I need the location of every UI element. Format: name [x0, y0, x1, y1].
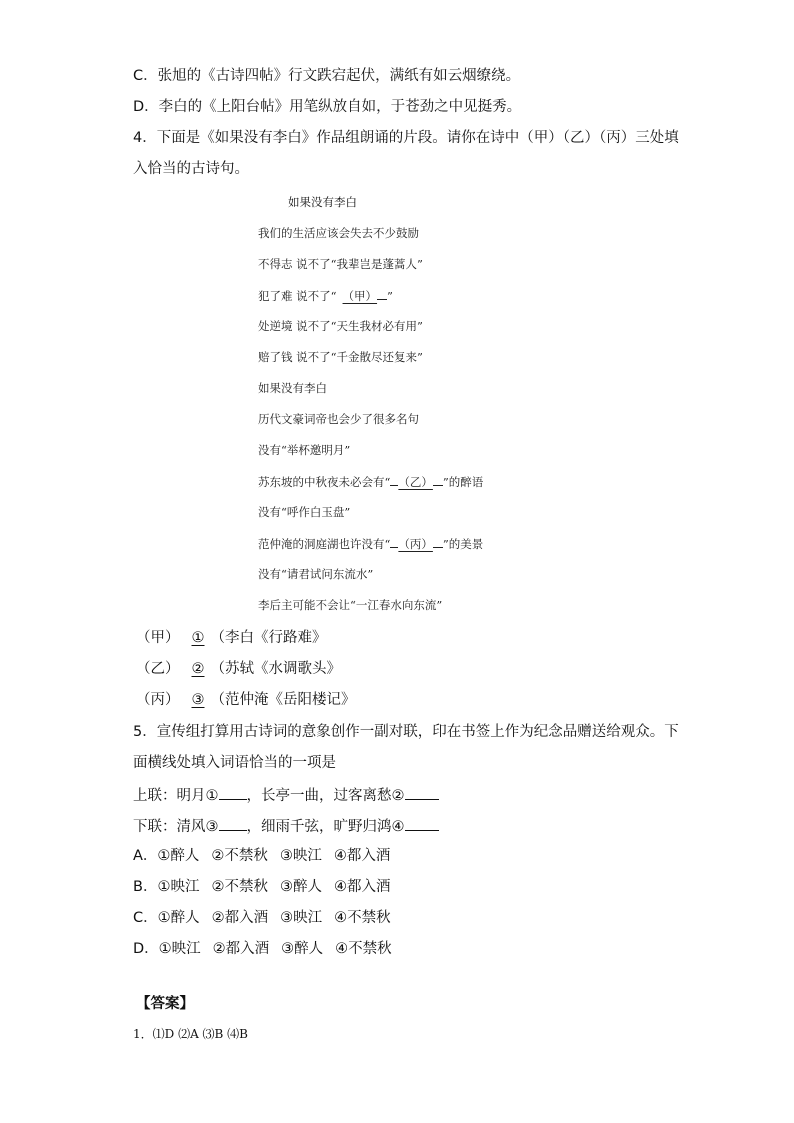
poem-text: ”的美景	[442, 537, 484, 551]
fill-yi: （乙） ② （苏轼《水调歌头》	[136, 661, 341, 677]
answer-heading: 【答案】	[136, 996, 194, 1012]
q5-option-a: A．①醉人 ②不禁秋 ③映江 ④都入酒	[133, 848, 391, 864]
fill-bing: （丙） ③ （范仲淹《岳阳楼记》	[136, 692, 356, 708]
blank-bing: （丙）	[398, 537, 433, 551]
poem-line	[258, 535, 483, 552]
poem-text: ”	[387, 289, 393, 303]
poem-text: 范仲淹的洞庭湖也许没有“	[258, 537, 391, 551]
poem-line	[258, 287, 393, 304]
blank-line	[219, 784, 247, 800]
q5-option-c: C．①醉人 ②都入酒 ③映江 ④不禁秋	[133, 910, 391, 926]
poem-line: 没有“呼作白玉盘”	[258, 505, 351, 519]
blank-line	[405, 784, 439, 800]
answer-slot-3: ③	[191, 692, 205, 708]
q5-stem-line2: 面横线处填入词语恰当的一项是	[133, 755, 336, 771]
answer-line-1: 1．⑴D ⑵A ⑶B ⑷B	[133, 1027, 249, 1041]
couplet-lower: 下联：清风③ ，细雨千弦，旷野归鸿④	[133, 815, 439, 837]
poem-line: 没有“举杯邀明月”	[258, 443, 351, 457]
couplet-upper: 上联：明月① ，长亭一曲，过客离愁②	[133, 784, 439, 806]
poem-line: 如果没有李白	[258, 381, 327, 395]
q4-stem-line2: 入恰当的古诗句。	[133, 161, 249, 177]
poem-line: 不得志 说不了“我辈岂是蓬蒿人”	[258, 257, 423, 271]
poem-text: 苏东坡的中秋夜未必会有“	[258, 475, 391, 489]
poem-line: 处逆境 说不了“天生我材必有用”	[258, 319, 423, 333]
blank-yi: （乙）	[398, 475, 433, 489]
poem-line: 没有“请君试问东流水”	[258, 567, 374, 581]
q5-option-b: B．①映江 ②不禁秋 ③醉人 ④都入酒	[133, 879, 391, 895]
poem-line: 赔了钱 说不了“千金散尽还复来”	[258, 350, 423, 364]
poem-line: 我们的生活应该会失去不少鼓励	[258, 226, 419, 240]
fill-jia: （甲） ① （李白《行路难》	[136, 630, 327, 646]
poem-line	[258, 473, 483, 490]
q3-option-c: C．张旭的《古诗四帖》行文跌宕起伏，满纸有如云烟缭绕。	[133, 68, 521, 84]
answer-slot-2: ②	[191, 661, 205, 677]
poem-title: 如果没有李白	[288, 195, 357, 209]
poem-text: ”的醉语	[442, 475, 484, 489]
poem-line: 李后主可能不会让“一江春水向东流”	[258, 598, 443, 612]
blank-jia: （甲）	[342, 289, 378, 303]
blank-line	[219, 815, 247, 831]
q3-option-d: D．李白的《上阳台帖》用笔纵放自如，于苍劲之中见挺秀。	[133, 99, 522, 115]
q4-stem-line1: 4．下面是《如果没有李白》作品组朗诵的片段。请你在诗中（甲）（乙）（丙）三处填	[133, 130, 679, 146]
answer-slot-1: ①	[191, 630, 205, 646]
q5-stem-line1: 5．宣传组打算用古诗词的意象创作一副对联，印在书签上作为纪念品赠送给观众。下	[133, 724, 679, 740]
poem-text: 犯了难 说不了“	[258, 289, 337, 303]
q5-option-d: D．①映江 ②都入酒 ③醉人 ④不禁秋	[133, 941, 392, 957]
poem-line: 历代文豪词帝也会少了很多名句	[258, 412, 419, 426]
blank-line	[405, 815, 439, 831]
